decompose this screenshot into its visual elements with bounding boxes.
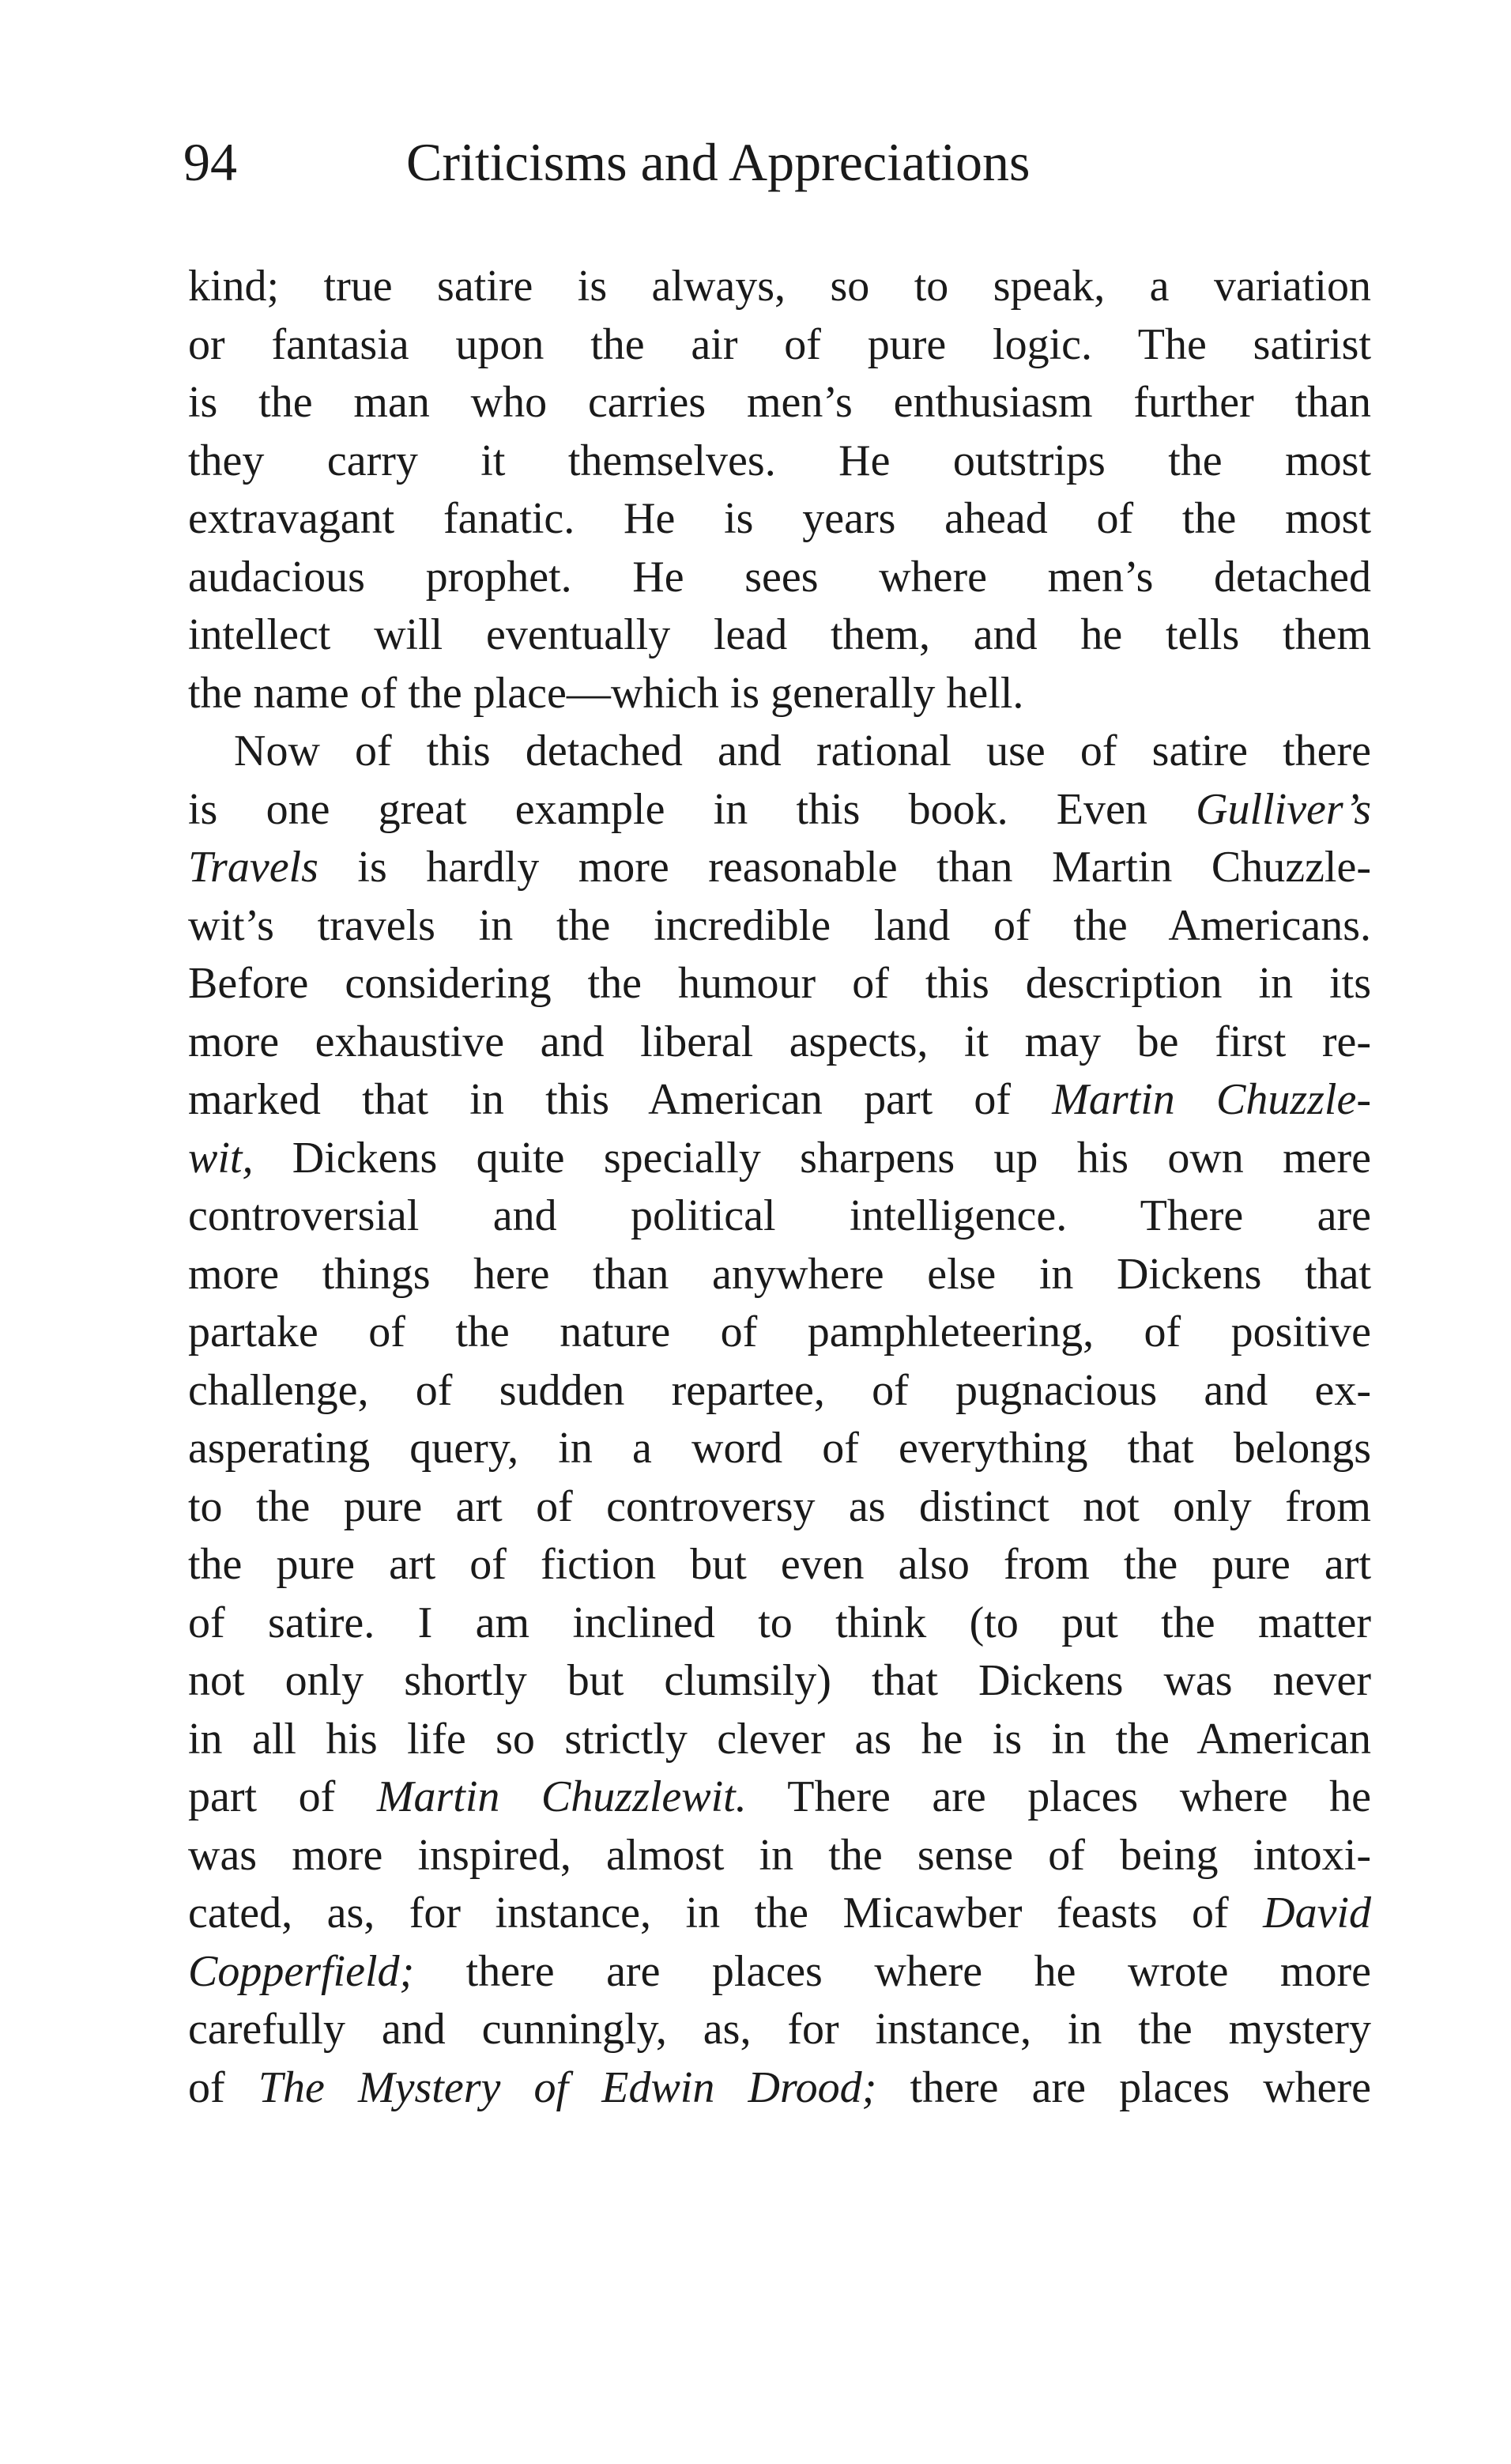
- paragraph-2: [188, 723, 1371, 2117]
- book-title: Martin Chuzzle-: [1052, 1075, 1371, 1124]
- book-title: wit,: [188, 1133, 254, 1183]
- text-line: more exhaustive and liberal aspects, it may be first re-: [188, 1017, 1371, 1066]
- book-title: Gulliver’s: [1196, 784, 1371, 834]
- text-line: [188, 839, 1371, 897]
- text-line: challenge, of sudden repartee, of pugnacious and ex-: [188, 1365, 1371, 1415]
- text-line: more things here than anywhere else in Dickens that: [188, 1249, 1371, 1299]
- text-segment: is one great example in this book. Even: [188, 784, 1196, 834]
- text-segment: marked that in this American part of: [188, 1075, 1053, 1124]
- text-line: extravagant fanatic. He is years ahead of the most: [188, 494, 1371, 543]
- text-line: was more inspired, almost in the sense of being intoxi-: [188, 1830, 1371, 1880]
- text-line: [188, 1885, 1371, 1943]
- text-line: carefully and cunningly, as, for instance, in the mystery: [188, 2005, 1371, 2054]
- text-segment: there are places where he wrote more: [414, 1946, 1371, 1996]
- text-line: Before considering the humour of this description in its: [188, 959, 1371, 1008]
- page-header: [183, 123, 1369, 202]
- text-segment: Dickens quite specially sharpens up his own mere: [253, 1133, 1371, 1183]
- book-title: Copperfield;: [188, 1946, 415, 1996]
- book-title: The Mystery of Edwin Drood;: [258, 2062, 877, 2112]
- text-segment: of: [188, 2062, 258, 2112]
- text-segment: cated, as, for instance, in the Micawber feasts of: [188, 1889, 1264, 1938]
- text-line: [188, 2059, 1371, 2118]
- text-line: or fantasia upon the air of pure logic. The satirist: [188, 319, 1371, 369]
- text-line: not only shortly but clumsily) that Dickens was never: [188, 1656, 1371, 1705]
- text-line: kind; true satire is always, so to speak, a variation: [188, 262, 1371, 311]
- text-segment: part of: [188, 1772, 377, 1821]
- text-line: audacious prophet. He sees where men’s detached: [188, 552, 1371, 602]
- book-title: Travels: [188, 843, 318, 892]
- text-line: [188, 1943, 1371, 2002]
- text-line: wit’s travels in the incredible land of the Americans.: [188, 900, 1371, 950]
- text-segment: is hardly more reasonable than Martin Chuzzle-: [318, 843, 1371, 892]
- text-line: controversial and political intelligence. There are: [188, 1191, 1371, 1240]
- text-line: of satire. I am inclined to think (to put the matter: [188, 1598, 1371, 1647]
- text-line: asperating query, in a word of everything that belongs: [188, 1424, 1371, 1473]
- text-line: [188, 1071, 1371, 1130]
- page-number: 94: [183, 132, 237, 192]
- text-segment: There are places where he: [746, 1772, 1371, 1821]
- text-line: partake of the nature of pamphleteering, of positive: [188, 1307, 1371, 1357]
- book-title: Martin Chuzzlewit.: [376, 1772, 747, 1821]
- body-text: [188, 258, 1371, 2117]
- text-line: [188, 1768, 1371, 1827]
- text-line: Now of this detached and rational use of satire there: [234, 726, 1371, 775]
- text-line: is the man who carries men’s enthusiasm further than: [188, 378, 1371, 427]
- paragraph-1: [188, 258, 1371, 723]
- text-line: [188, 781, 1371, 840]
- text-line: intellect will eventually lead them, and he tells them: [188, 610, 1371, 659]
- text-line: the pure art of fiction but even also from the pure art: [188, 1540, 1371, 1589]
- text-line: the name of the place—which is generally hell.: [188, 668, 1024, 718]
- text-line: they carry it themselves. He outstrips the most: [188, 436, 1371, 485]
- book-title: David: [1263, 1889, 1371, 1938]
- running-title: Criticisms and Appreciations: [406, 132, 1031, 192]
- text-line: in all his life so strictly clever as he is in the American: [188, 1714, 1371, 1764]
- text-segment: there are places where: [876, 2062, 1372, 2112]
- text-line: to the pure art of controversy as distinct not only from: [188, 1481, 1371, 1531]
- text-line: [188, 1130, 1371, 1188]
